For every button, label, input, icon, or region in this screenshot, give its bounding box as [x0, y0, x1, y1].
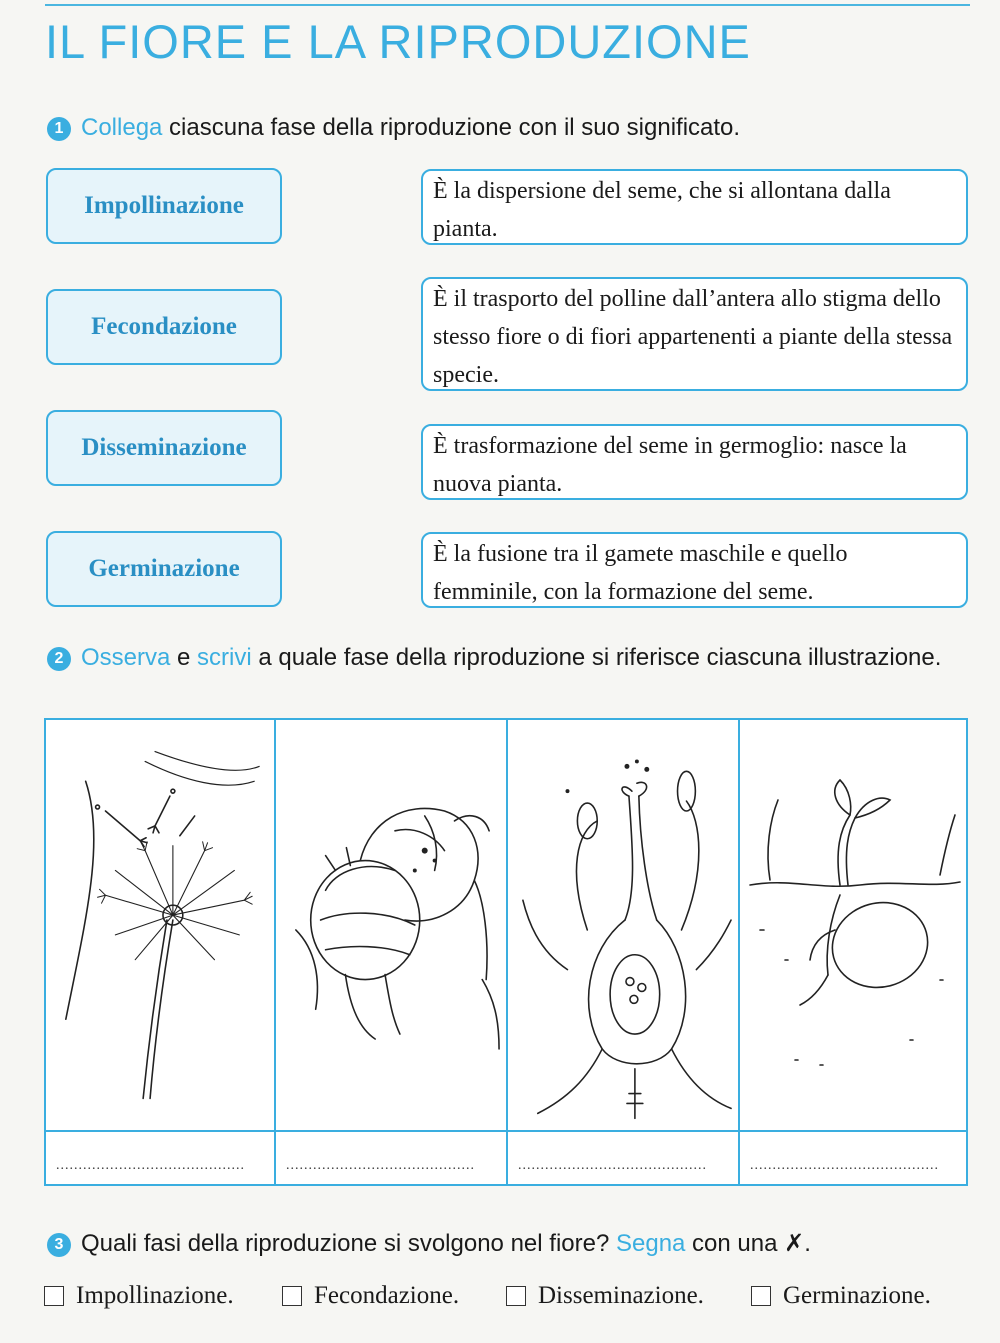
phase-box-disseminazione[interactable]: Disseminazione: [46, 410, 282, 486]
checkbox-germinazione[interactable]: [751, 1286, 771, 1306]
illustration-cell-3: [508, 720, 740, 1184]
option-impollinazione[interactable]: [44, 1282, 234, 1310]
answer-line-3[interactable]: ..........................................: [508, 1130, 738, 1184]
option-label: Germinazione.: [783, 1282, 931, 1309]
illustration-cell-1: [46, 720, 276, 1184]
phase-box-impollinazione[interactable]: Impollinazione: [46, 168, 282, 244]
option-disseminazione[interactable]: [506, 1282, 704, 1310]
options-row: [44, 1282, 974, 1322]
q2-and: e: [170, 644, 198, 671]
question-1: [47, 112, 740, 144]
fertilization-illustration: [508, 720, 738, 1130]
option-label: Fecondazione.: [314, 1282, 460, 1309]
illustration-cell-2: [276, 720, 508, 1184]
definition-box-2[interactable]: È il trasporto del polline dall’antera allo stigma dello stesso fiore o di fiori appartenenti a piante della stessa specie.: [421, 277, 968, 391]
option-label: Impollinazione.: [76, 1282, 234, 1309]
q3-tail: con una ✗.: [685, 1230, 811, 1257]
phase-box-fecondazione[interactable]: Fecondazione: [46, 289, 282, 365]
question-number-2: 2: [47, 647, 71, 671]
checkbox-impollinazione[interactable]: [44, 1286, 64, 1306]
definition-box-1[interactable]: È la dispersione del seme, che si allontana dalla pianta.: [421, 169, 968, 245]
bee-pollination-illustration: [276, 720, 506, 1130]
option-fecondazione[interactable]: [282, 1282, 459, 1310]
question-number-3: 3: [47, 1233, 71, 1257]
answer-line-1[interactable]: ..........................................: [46, 1130, 274, 1184]
answer-line-4[interactable]: ..........................................: [740, 1130, 966, 1184]
definition-box-3[interactable]: È trasformazione del seme in germoglio: nasce la nuova pianta.: [421, 424, 968, 500]
checkbox-fecondazione[interactable]: [282, 1286, 302, 1306]
definition-box-4[interactable]: È la fusione tra il gamete maschile e quello femminile, con la formazione del seme.: [421, 532, 968, 608]
q2-verb-scrivi: scrivi: [197, 644, 252, 671]
q1-text: ciascuna fase della riproduzione con il suo significato.: [162, 114, 741, 141]
phase-box-germinazione[interactable]: Germinazione: [46, 531, 282, 607]
checkbox-disseminazione[interactable]: [506, 1286, 526, 1306]
illustration-cell-4: [740, 720, 966, 1184]
illustration-grid: [44, 718, 968, 1186]
q2-verb-osserva: Osserva: [81, 644, 171, 671]
top-rule: [45, 4, 970, 6]
answer-line-2[interactable]: ..........................................: [276, 1130, 506, 1184]
option-germinazione[interactable]: [751, 1282, 931, 1310]
question-number-1: 1: [47, 117, 71, 141]
q1-verb: Collega: [81, 114, 163, 141]
option-label: Disseminazione.: [538, 1282, 704, 1309]
germination-illustration: [740, 720, 966, 1130]
dandelion-illustration: [46, 720, 274, 1130]
question-2: [47, 642, 967, 674]
q2-text: a quale fase della riproduzione si riferisce ciascuna illustrazione.: [251, 644, 942, 671]
question-3: [47, 1228, 811, 1260]
q3-verb: Segna: [615, 1230, 686, 1257]
q3-text: Quali fasi della riproduzione si svolgono nel fiore?: [81, 1230, 616, 1257]
page-title: IL FIORE E LA RIPRODUZIONE: [45, 15, 751, 68]
